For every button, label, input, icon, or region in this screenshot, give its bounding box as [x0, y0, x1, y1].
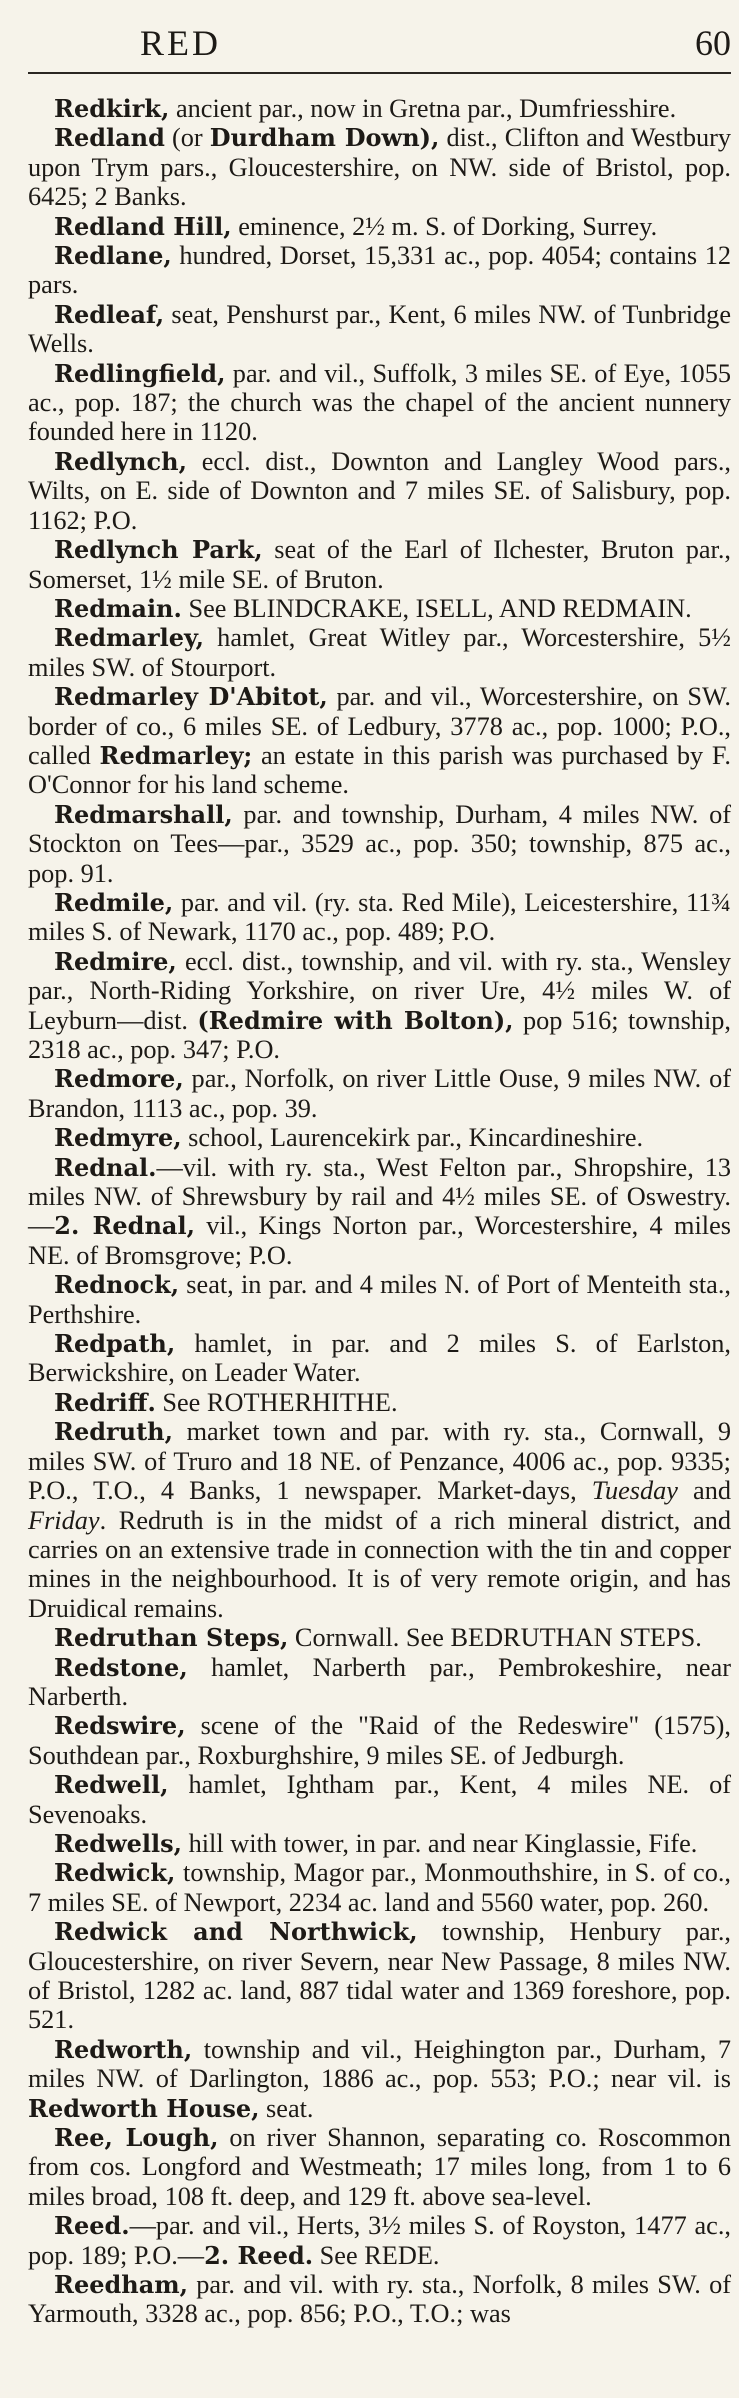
- entry-headword: Redmire,: [54, 946, 177, 976]
- entry-headword: Redmyre,: [54, 1123, 182, 1153]
- gazetteer-entry: Ree, Lough, on river Shannon, separating co. Roscommon from cos. Longford and Westmeath; 17 miles long, from 1 to 6 miles broad, 108 ft. deep, and 129 ft. above sea-level.: [28, 2123, 731, 2211]
- entry-headword: Redland Hill,: [54, 211, 232, 241]
- entry-headword: Redwick and Northwick,: [54, 1917, 418, 1947]
- gazetteer-entry: Redmarley, hamlet, Great Witley par., Worcestershire, 5½ miles SW. of Stourport.: [28, 623, 731, 682]
- gazetteer-entry: Redlingfield, par. and vil., Suffolk, 3 miles SE. of Eye, 1055 ac., pop. 187; the church was the chapel of the ancient nunnery founded here in 1120.: [28, 358, 731, 447]
- italic-text: Friday: [28, 1505, 100, 1535]
- gazetteer-entry: Reed.—par. and vil., Herts, 3½ miles S. of Royston, 1477 ac., pop. 189; P.O.—2. Reed. See REDE.: [28, 2211, 731, 2270]
- entry-headword: Redmile,: [54, 887, 174, 917]
- gazetteer-entry: Redwell, hamlet, Ightham par., Kent, 4 miles NE. of Sevenoaks.: [28, 1770, 731, 1829]
- entry-headword: Reed.: [54, 2211, 130, 2241]
- gazetteer-entry: Rednock, seat, in par. and 4 miles N. of Port of Menteith sta., Perthshire.: [28, 1270, 731, 1329]
- entry-headword: Redworth,: [54, 2034, 193, 2064]
- entry-headword: Redriff.: [54, 1387, 156, 1417]
- gazetteer-entry: Redriff. See ROTHERHITHE.: [54, 1387, 398, 1417]
- gazetteer-entry: Redswire, scene of the "Raid of the Redeswire" (1575), Southdean par., Roxburghshire, 9 miles SE. of Jedburgh.: [28, 1711, 731, 1770]
- entry-headword: Redmore,: [54, 1064, 184, 1094]
- gazetteer-entry: Redlynch, eccl. dist., Downton and Langley Wood pars., Wilts, on E. side of Downton and 7 miles SE. of Salisbury, pop. 1162; P.O.: [28, 446, 731, 535]
- gazetteer-entry: Rednal.—vil. with ry. sta., West Felton par., Shropshire, 13 miles NW. of Shrewsbury by rail and 4½ miles SE. of Oswestry.—2. Rednal, vil., Kings Norton par., Worcestershire, 4 miles NE. of Bromsgrove; P.O.: [28, 1152, 731, 1270]
- entry-headword: Rednock,: [54, 1270, 180, 1300]
- gazetteer-entry: Redmarley D'Abitot, par. and vil., Worcestershire, on SW. border of co., 6 miles SE. of Ledbury, 3778 ac., pop. 1000; P.O., called Redmarley; an estate in this parish was purchased by F. O'Connor for his land scheme.: [28, 682, 731, 800]
- gazetteer-entry: Redworth, township and vil., Heighington par., Durham, 7 miles NW. of Darlington, 1886 ac., pop. 553; P.O.; near vil. is Redworth House, seat.: [28, 2034, 731, 2123]
- gazetteer-entry: Redmire, eccl. dist., township, and vil. with ry. sta., Wensley par., North-Riding Yorkshire, on river Ure, 4½ miles W. of Leyburn—dist. (Redmire with Bolton), pop 516; township, 2318 ac., pop. 347; P.O.: [28, 946, 731, 1064]
- gazetteer-entry: Redruthan Steps, Cornwall. See BEDRUTHAN STEPS.: [54, 1623, 702, 1653]
- gazetteer-entry: Redlynch Park, seat of the Earl of Ilchester, Bruton par., Somerset, 1½ mile SE. of Bruton.: [28, 535, 731, 594]
- entry-headword: Redlynch Park,: [54, 535, 263, 565]
- gazetteer-entry: Redmyre, school, Laurencekirk par., Kincardineshire.: [54, 1123, 644, 1153]
- entry-headword: 2. Rednal,: [54, 1211, 195, 1241]
- gazetteer-entry: Redmarshall, par. and township, Durham, 4 miles NW. of Stockton on Tees—par., 3529 ac., pop. 350; township, 875 ac., pop. 91.: [28, 799, 731, 888]
- entry-headword: Redwell,: [54, 1770, 169, 1800]
- entry-headword: Redkirk,: [54, 94, 170, 123]
- gazetteer-entry: Redmile, par. and vil. (ry. sta. Red Mile), Leicestershire, 11¾ miles S. of Newark, 1170 ac., pop. 489; P.O.: [28, 887, 731, 947]
- gazetteer-entry: Redwells, hill with tower, in par. and near Kinglassie, Fife.: [54, 1828, 698, 1858]
- running-head: [28, 0, 731, 74]
- entry-headword: Redmain.: [54, 593, 182, 623]
- entry-headword: Redlynch,: [54, 446, 187, 476]
- gazetteer-entry: Redland Hill, eminence, 2½ m. S. of Dorking, Surrey.: [54, 211, 658, 241]
- entry-headword: Ree, Lough,: [54, 2123, 219, 2153]
- entry-headword: Reedham,: [54, 2270, 189, 2300]
- entry-headword: Rednal.: [54, 1152, 157, 1182]
- gazetteer-entry: Redstone, hamlet, Narberth par., Pembrokeshire, near Narberth.: [28, 1652, 731, 1711]
- entry-headword: Redstone,: [54, 1652, 188, 1682]
- gazetteer-entry: Redmore, par., Norfolk, on river Little Ouse, 9 miles NW. of Brandon, 1113 ac., pop. 39.: [28, 1064, 731, 1123]
- section-word: RED: [140, 23, 221, 63]
- page-number: 60: [695, 23, 731, 63]
- gazetteer-entry: Redleaf, seat, Penshurst par., Kent, 6 miles NW. of Tunbridge Wells.: [28, 299, 731, 359]
- entry-headword: Redleaf,: [54, 299, 165, 329]
- entry-headword: Redworth House,: [28, 2093, 260, 2123]
- entry-list: [28, 74, 731, 2329]
- gazetteer-entry: Redlane, hundred, Dorset, 15,331 ac., pop. 4054; contains 12 pars.: [28, 241, 731, 300]
- gazetteer-entry: Redkirk, ancient par., now in Gretna par., Dumfriesshire.: [54, 94, 677, 123]
- gazetteer-entry: Redwick, township, Magor par., Monmouthshire, in S. of co., 7 miles SE. of Newport, 2234 ac. land and 5560 water, pop. 260.: [28, 1858, 731, 1917]
- entry-headword: Redruthan Steps,: [54, 1623, 289, 1653]
- gazetteer-entry: Redpath, hamlet, in par. and 2 miles S. of Earlston, Berwickshire, on Leader Water.: [28, 1329, 731, 1388]
- entry-headword: (Redmire with Bolton),: [197, 1005, 514, 1035]
- entry-headword: Redland: [54, 123, 165, 153]
- gazetteer-entry: Reedham, par. and vil. with ry. sta., Norfolk, 8 miles SW. of Yarmouth, 3328 ac., pop. 856; P.O., T.O.; was: [28, 2270, 731, 2329]
- gazetteer-entry: Redwick and Northwick, township, Henbury par., Gloucestershire, on river Severn, near New Passage, 8 miles NW. of Bristol, 1282 ac. land, 887 tidal water and 1369 foreshore, pop. 521.: [28, 1917, 732, 2035]
- gazetteer-entry: Redruth, market town and par. with ry. sta., Cornwall, 9 miles SW. of Truro and 18 NE. of Penzance, 4006 ac., pop. 9335; P.O., T.O., 4 Banks, 1 newspaper. Market-days, Tuesday and Friday. Redruth is in the midst of a rich mineral district, and carries on an extensive trade in connection with the tin and copper mines in the neighbourhood. It is of very remote origin, and has Druidical remains.: [28, 1417, 731, 1623]
- entry-headword: Redmarley,: [54, 623, 204, 653]
- entry-headword: Redruth,: [54, 1417, 173, 1447]
- entry-headword: Redpath,: [54, 1329, 176, 1359]
- gazetteer-entry: Redmain. See BLINDCRAKE, ISELL, AND REDMAIN.: [54, 593, 692, 623]
- entry-headword: Durdham Down),: [209, 123, 440, 153]
- gazetteer-entry: Redland (or Durdham Down), dist., Clifton and Westbury upon Trym pars., Gloucestershire, on NW. side of Bristol, pop. 6425; 2 Banks.: [28, 123, 732, 212]
- entry-headword: Redwick,: [54, 1858, 176, 1888]
- italic-text: Tuesday: [591, 1476, 678, 1506]
- entry-headword: Redmarley;: [99, 740, 253, 770]
- entry-headword: Redwells,: [54, 1828, 183, 1858]
- entry-headword: Redmarshall,: [54, 799, 233, 829]
- entry-headword: Redlingfield,: [54, 358, 226, 388]
- entry-headword: Redmarley D'Abitot,: [54, 682, 328, 712]
- entry-headword: Redswire,: [54, 1711, 186, 1741]
- entry-headword: 2. Reed.: [204, 2240, 314, 2270]
- entry-headword: Redlane,: [54, 241, 172, 271]
